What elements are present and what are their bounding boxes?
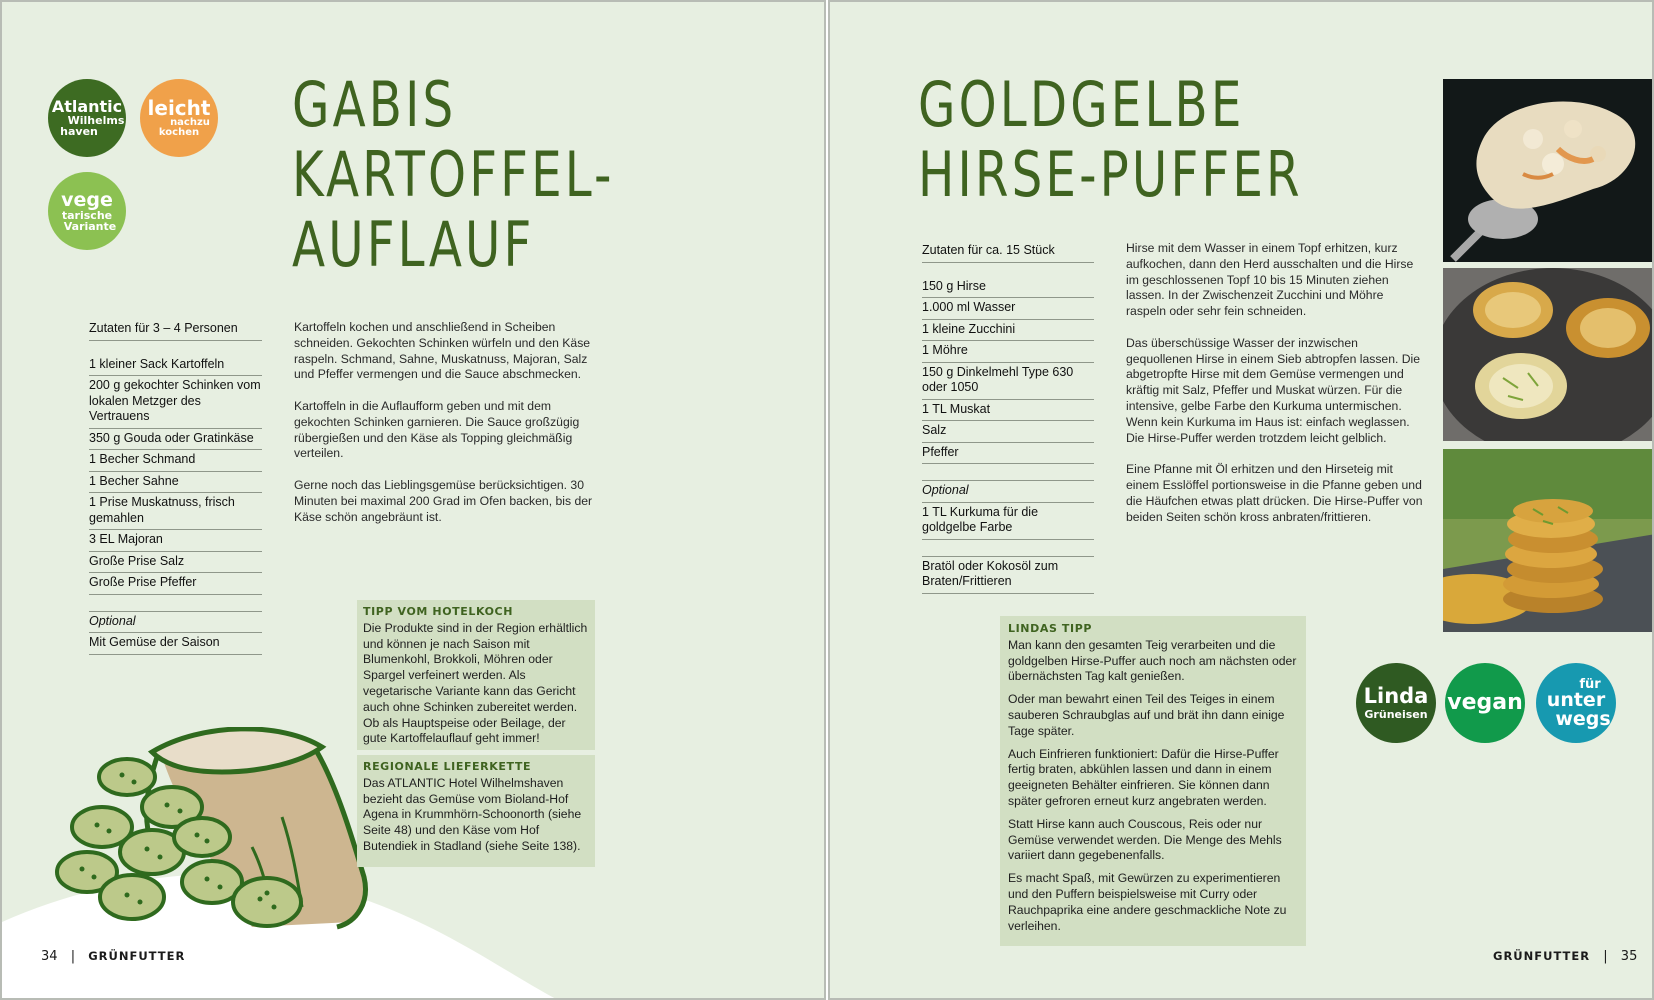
instruction-paragraph: Eine Pfanne mit Öl erhitzen und den Hirseteig mit einem Esslöffel portionsweise in die Pfanne geben und die Häufchen etwas platt drücken. Die Hirse-Puffer von beiden Seiten schön kross anbraten/frittieren.	[1126, 462, 1423, 524]
title-line: GABIS	[292, 68, 457, 141]
title-line: GOLDGELBE	[918, 68, 1245, 141]
section-name: GRÜNFUTTER	[88, 949, 186, 963]
chain-heading: REGIONALE LIEFERKETTE	[363, 760, 532, 773]
badge-atlantic-wilhelmshaven	[48, 79, 126, 157]
tip-box-lindas-tipp	[1000, 616, 1306, 946]
badge-vegan	[1445, 663, 1525, 743]
photo-stacked-puffers	[1443, 449, 1654, 632]
ingredient-header: Zutaten für ca. 15 Stück	[922, 241, 1094, 263]
badge-vege-line2: tarische	[61, 208, 113, 222]
tip-paragraph: Statt Hirse kann auch Couscous, Reis oder nur Gemüse verwendet werden. Die Menge des Mehls variiert dann gegebenenfalls.	[1008, 816, 1282, 863]
ingredient-item: Pfeffer	[922, 443, 1094, 465]
ingredient-item: 1 TL Kurkuma für die goldgelbe Farbe	[922, 503, 1094, 540]
regional-supply-chain-box	[357, 755, 595, 867]
badge-linda-line1: Linda	[1363, 684, 1429, 708]
title-line: AUFLAUF	[292, 208, 535, 281]
badge-linda-grueneisen	[1356, 663, 1436, 743]
instruction-paragraph: Gerne noch das Lieblingsgemüse berücksichtigen. 30 Minuten bei maximal 200 Grad im Ofen backen, bis der Käse schön angebräunt ist.	[294, 477, 593, 524]
footer-separator: |	[1603, 949, 1608, 964]
ingredient-optional-label: Optional	[89, 612, 262, 634]
ingredient-item: 350 g Gouda oder Gratinkäse	[89, 429, 262, 451]
badge-linda-line2: Grüneisen	[1364, 708, 1428, 721]
title-line: KARTOFFEL-	[292, 138, 615, 211]
ingredient-item: 1 TL Muskat	[922, 400, 1094, 422]
ingredient-item: 1 kleiner Sack Kartoffeln	[89, 355, 262, 377]
ingredient-divider	[89, 595, 262, 612]
ingredient-item: 1 Becher Schmand	[89, 450, 262, 472]
footer-separator: |	[70, 949, 76, 964]
tip-heading: LINDAS TIPP	[1008, 622, 1093, 635]
page-number: 35	[1620, 949, 1638, 964]
footer-left	[41, 949, 185, 964]
ingredient-item: 1.000 ml Wasser	[922, 298, 1094, 320]
section-name: GRÜNFUTTER	[1493, 949, 1591, 963]
instruction-paragraph: Kartoffeln in die Auflaufform geben und mit dem gekochten Schinken garnieren. Die Sauce großzügig rübergießen und den Käse als Topping gleichmäßig verteilen.	[294, 398, 580, 461]
badge-leicht-nachzukochen	[140, 79, 218, 157]
ingredient-item: 1 Möhre	[922, 341, 1094, 363]
ingredient-item: 1 Prise Muskatnuss, frisch gemahlen	[89, 493, 262, 530]
tip-paragraph: Man kann den gesamten Teig verarbeiten und die goldgelben Hirse-Puffer auch noch am nächsten oder übernächsten Tag kalt genießen.	[1008, 637, 1297, 684]
ingredient-item: Bratöl oder Kokosöl zum Braten/Frittieren	[922, 557, 1094, 594]
ingredient-divider	[922, 540, 1094, 557]
badge-leicht-line3: kochen	[158, 127, 200, 138]
ingredient-item: 3 EL Majoran	[89, 530, 262, 552]
recipe-title-left	[292, 68, 615, 284]
title-line: HIRSE-PUFFER	[918, 138, 1303, 211]
tip-text: Die Produkte sind in der Region erhältlich und können je nach Saison mit Blumenkohl, Brokkoli, Möhren oder Spargel verfeinert werden. Als vegetarische Variante kann das Gericht auch ohne Schinken zubereitet werden. Ob als Hauptspeise oder Beilage, der gute Kartoffelauflauf geht immer!	[363, 620, 588, 746]
instruction-paragraph: Das überschüssige Wasser der inzwischen gequollenen Hirse in einem Sieb abtropfen lassen. Die abgetropfte Hirse mit dem Gemüse vermengen und kräftig mit Salz, Pfeffer und Muskat würzen. Für die intensive, gelbe Farbe den Kurkuma untermischen. Wenn kein Kurkuma im Haus ist: einfach weglassen. Die Hirse-Puffer werden trotzdem leicht gelblich.	[1126, 335, 1421, 445]
ingredient-list-left	[89, 319, 262, 655]
page-number: 34	[41, 949, 58, 964]
ingredient-header: Zutaten für 3 – 4 Personen	[89, 319, 262, 341]
badge-leicht-line1: leicht	[147, 96, 211, 120]
badge-vegetarische-variante	[48, 172, 126, 250]
badge-atlantic-line3: haven	[60, 125, 98, 138]
ingredient-item: Große Prise Pfeffer	[89, 573, 262, 595]
instruction-paragraph: Kartoffeln kochen und anschließend in Scheiben schneiden. Gekochten Schinken würfeln und den Käse raspeln. Schmand, Sahne, Muskatnuss, Majoran, Salz und Pfeffer vermengen und die Sauce abschmecken.	[294, 320, 591, 382]
ingredient-item: 1 Becher Sahne	[89, 472, 262, 494]
instructions-right	[1126, 241, 1426, 541]
potato-sack-illustration	[52, 727, 382, 937]
footer-right	[1493, 949, 1637, 964]
left-page	[0, 0, 826, 1000]
chain-text: Das ATLANTIC Hotel Wilhelmshaven bezieht das Gemüse vom Bioland-Hof Agena in Krummhörn-Schoonorth (siehe Seite 48) und den Käse vom Hof Butendiek in Stadland (siehe Seite 138).	[363, 775, 582, 853]
instructions-left	[294, 320, 594, 541]
recipe-title-right	[918, 68, 1303, 214]
ingredient-item: 200 g gekochter Schinken vom lokalen Metzger des Vertrauens	[89, 376, 262, 429]
tip-paragraph: Auch Einfrieren funktioniert: Dafür die Hirse-Puffer fertig braten, abkühlen lassen und dann in einem geeigneten Behälter einfrieren. Sie können dann später gefroren erneut kurz angebraten werden.	[1008, 746, 1279, 808]
ingredient-item: 1 kleine Zucchini	[922, 320, 1094, 342]
badge-unterwegs-line2: unter	[1546, 688, 1606, 711]
ingredient-item: Salz	[922, 421, 1094, 443]
badge-vege-line3: Variante	[63, 219, 117, 233]
badge-atlantic-line2: Wilhelms	[67, 114, 125, 127]
ingredient-item: 150 g Hirse	[922, 277, 1094, 299]
tip-box-hotelkoch	[357, 600, 595, 750]
badge-vegan-line1: vegan	[1447, 690, 1523, 715]
right-page	[828, 0, 1654, 1000]
ingredient-divider	[922, 464, 1094, 481]
ingredient-item: Mit Gemüse der Saison	[89, 633, 262, 655]
badge-fuer-unterwegs	[1536, 663, 1616, 743]
tip-paragraph: Oder man bewahrt einen Teil des Teiges in einem sauberen Schraubglas auf und brät ihn dann einige Tage später.	[1008, 692, 1285, 738]
instruction-paragraph: Hirse mit dem Wasser in einem Topf erhitzen, kurz aufkochen, dann den Herd ausschalten und die Hirse im geschlossenen Topf 10 bis 15 Minuten ziehen lassen. In der Zwischenzeit Zucchini und Möhre raspeln oder sehr fein schneiden.	[1126, 241, 1414, 319]
photo-puffer-in-pan	[1443, 268, 1654, 441]
badge-unterwegs-line1: für	[1579, 676, 1601, 692]
badge-leicht-line2: nachzu	[170, 117, 210, 128]
ingredient-optional-label: Optional	[922, 481, 1094, 503]
ingredient-item: Große Prise Salz	[89, 552, 262, 574]
badge-vege-line1: vege	[61, 188, 113, 211]
tip-heading: TIPP VOM HOTELKOCH	[363, 605, 514, 618]
badge-unterwegs-line3: wegs	[1555, 707, 1611, 730]
photo-puffer-on-spoon	[1443, 79, 1654, 262]
badge-atlantic-line1: Atlantic	[51, 97, 123, 116]
ingredient-item: 150 g Dinkelmehl Type 630 oder 1050	[922, 363, 1094, 400]
ingredient-list-right	[922, 241, 1094, 594]
tip-paragraph: Es macht Spaß, mit Gewürzen zu experimentieren und den Puffern beispielsweise mit Curry oder Rauchpaprika eine andere geschmackliche Note zu verleihen.	[1008, 871, 1287, 933]
